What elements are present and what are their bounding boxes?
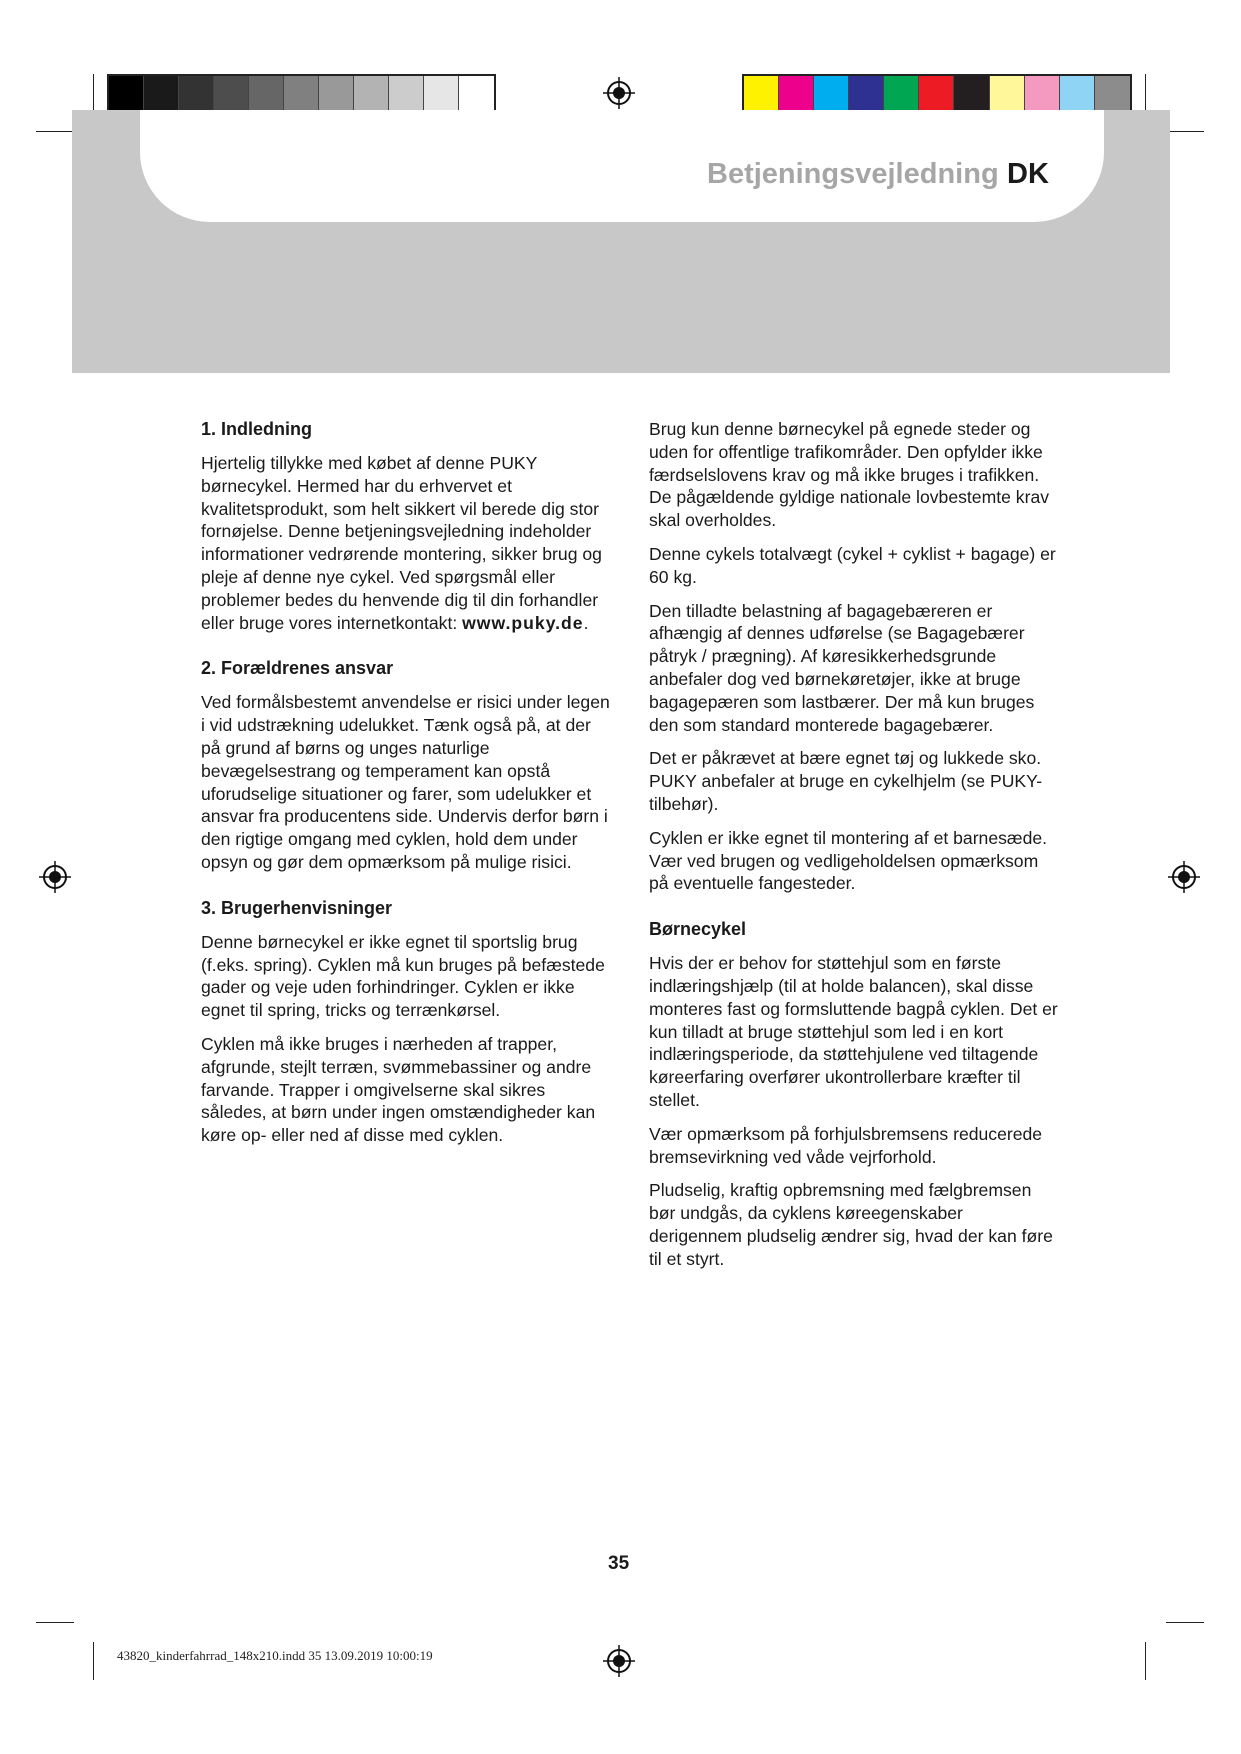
paragraph: Den tilladte belastning af bagagebæreren er afhængig af dennes udførelse (se Bagagebærer påtryk / prægning). Af køresikkerhedsgrunde anbefaler dog ved børnekøretøjer, ikke at bruge bagagepæren som lastbærer. Der må kun bruges den som standard monterede bagagebærer. — [649, 600, 1035, 735]
section-heading: 3. Brugerhenvisninger — [201, 897, 393, 918]
registration-crosshair-icon — [602, 1644, 636, 1678]
section-heading: Børnecykel — [649, 919, 747, 940]
paragraph: Det er påkrævet at bære egnet tøj og lukkede sko. PUKY anbefaler at bruge en cykelhjelm (se PUKY-tilbehør). — [649, 748, 1043, 814]
registration-crosshair-icon — [602, 76, 636, 110]
color-swatch — [109, 76, 144, 110]
color-swatch — [744, 76, 779, 110]
color-swatch — [1025, 76, 1060, 110]
color-swatch — [319, 76, 354, 110]
paragraph: Cyklen må ikke bruges i nærheden af trapper, afgrunde, stejlt terræn, svømmebassiner og andre farvande. Trapper i omgivelserne skal sikres således, at børn under ingen omstændigheder kan køre op- eller ned af disse med cyklen. — [201, 1033, 596, 1146]
color-swatch — [424, 76, 459, 110]
right-column — [649, 418, 1059, 1282]
color-swatch — [459, 76, 494, 110]
section-heading: 1. Indledning — [201, 419, 312, 439]
paragraph-text: Hjertelig tillykke med købet af denne PUKY børnecykel. Hermed har du erhvervet et kvalitetsprodukt, som helt sikkert vil berede dig stor fornøjelse. Denne betjeningsvejledning indeholder informationer vedrørende montering, sikker brug og pleje af denne nye cykel. Ved spørgsmål eller problemer bedes du henvende dig til din forhandler eller bruge vores internetkontakt: — [201, 453, 602, 633]
paragraph-text: . — [583, 612, 589, 633]
color-swatch — [990, 76, 1025, 110]
crop-mark — [93, 1642, 94, 1680]
color-calibration-bar — [742, 74, 1132, 112]
color-swatch — [354, 76, 389, 110]
color-swatch — [814, 76, 849, 110]
color-swatch — [1095, 76, 1130, 110]
section-heading: 2. Forældrenes ansvar — [201, 658, 394, 679]
gray-calibration-bar — [107, 74, 496, 112]
registration-crosshair-icon — [38, 860, 72, 894]
color-swatch — [1060, 76, 1095, 110]
color-swatch — [214, 76, 249, 110]
color-swatch — [249, 76, 284, 110]
crop-mark — [36, 131, 74, 132]
color-swatch — [779, 76, 814, 110]
paragraph: Brug kun denne børnecykel på egnede steder og uden for offentlige trafikområder. Den opfylder ikke færdselslovens krav og må ikke bruges i trafikken. De pågældende gyldige nationale lovbestemte krav skal overholdes. — [649, 419, 1050, 531]
color-swatch — [389, 76, 424, 110]
crop-mark — [1145, 74, 1146, 112]
crop-mark — [1166, 131, 1204, 132]
paragraph: Ved formålsbestemt anvendelse er risici under legen i vid udstrækning udelukket. Tænk også på, at der på grund af børns og unges naturlige bevægelsestrang og temperament kan opstå uforudselige situationer og farer, som udelukker et ansvar fra producentens side. Undervis derfor børn i den rigtige omgang med cyklen, hold dem under opsyn og gør dem opmærksom på mulige risici. — [201, 692, 610, 872]
color-swatch — [954, 76, 989, 110]
manual-title: Betjeningsvejledning — [707, 158, 999, 190]
color-swatch — [884, 76, 919, 110]
paragraph: Denne cykels totalvægt (cykel + cyklist + bagage) er 60 kg. — [649, 543, 1056, 587]
color-swatch — [179, 76, 214, 110]
crop-mark — [36, 1622, 74, 1623]
left-column — [201, 418, 611, 1158]
paragraph: Vær opmærksom på forhjulsbremsens reducerede bremsevirkning ved våde vejrforhold. — [649, 1123, 1043, 1167]
website-link[interactable]: www.puky.de — [462, 612, 584, 633]
crop-mark — [1166, 1622, 1204, 1623]
page-number: 35 — [608, 1553, 630, 1574]
crop-mark — [93, 74, 94, 112]
language-code: DK — [1007, 158, 1049, 190]
color-swatch — [849, 76, 884, 110]
color-swatch — [284, 76, 319, 110]
color-swatch — [144, 76, 179, 110]
paragraph: Cyklen er ikke egnet til montering af et barnesæde. Vær ved brugen og vedligeholdelsen opmærksom på eventuelle fangesteder. — [649, 827, 1048, 894]
crop-mark — [1145, 1642, 1146, 1680]
paragraph: Denne børnecykel er ikke egnet til sportslig brug (f.eks. spring). Cyklen må kun bruges på befæstede gader og veje uden forhindringer. Cyklen er ikke egnet til spring, tricks og terrænkørsel. — [201, 931, 605, 1021]
paragraph: Pludselig, kraftig opbremsning med fælgbremsen bør undgås, da cyklens køreegenskaber derigennem pludselig ændrer sig, hvad der kan føre til et styrt. — [649, 1180, 1053, 1269]
registration-crosshair-icon — [1167, 860, 1201, 894]
color-swatch — [919, 76, 954, 110]
print-slug: 43820_kinderfahrrad_148x210.indd 35 13.09.2019 10:00:19 — [117, 1648, 433, 1663]
paragraph: Hvis der er behov for støttehjul som en første indlæringshjælp (til at holde balancen), skal disse monteres fast og formsluttende bagpå cyklen. Det er kun tilladt at bruge støttehjul som led i en kort indlæringsperiode, da støttehjulene ved tiltagende køreerfaring overfører ukontrollerbare kræfter til stellet. — [649, 953, 1058, 1110]
paragraph — [201, 452, 611, 634]
